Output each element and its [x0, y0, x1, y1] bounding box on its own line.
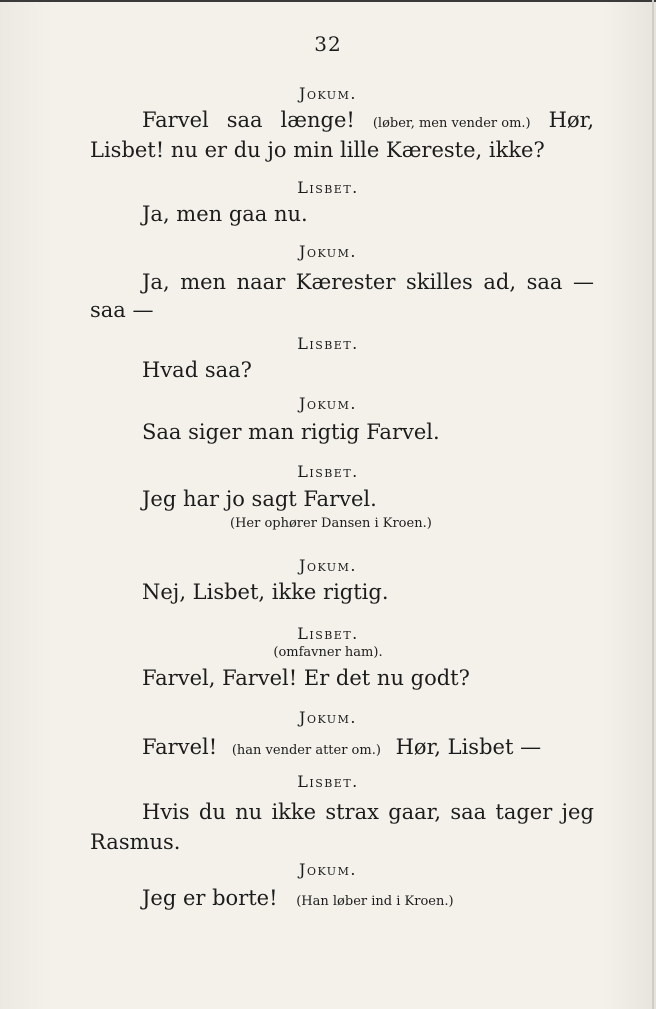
dialogue-word: tager	[495, 800, 553, 824]
dialogue-word: du	[198, 800, 226, 824]
speaker-name: Jokum.	[299, 860, 357, 879]
dialogue-word: Farvel	[142, 108, 209, 132]
dialogue-line	[142, 270, 594, 294]
stage-direction: (løber, men vender om.)	[372, 116, 531, 131]
dialogue-word: jeg	[561, 800, 594, 824]
stage-direction: (Han løber ind i Kroen.)	[296, 894, 454, 909]
dialogue-line	[142, 886, 454, 910]
dialogue-word: men	[180, 270, 227, 294]
dialogue-word: gaar,	[388, 800, 442, 824]
dialogue-word: Ja,	[142, 270, 170, 294]
page-number: 32	[314, 32, 342, 56]
dialogue-word: ad,	[483, 270, 516, 294]
dialogue-line: Farvel, Farvel! Er det nu godt?	[142, 666, 470, 690]
stage-direction: (Her ophører Dansen i Kroen.)	[230, 516, 432, 531]
dialogue-line	[142, 108, 594, 132]
dialogue-line	[142, 735, 541, 759]
dialogue-text: Hør, Lisbet —	[395, 735, 542, 759]
dialogue-word: naar	[236, 270, 286, 294]
dialogue-line: Hvad saa?	[142, 358, 252, 382]
dialogue-line: Ja, men gaa nu.	[142, 202, 308, 226]
dialogue-word: længe!	[280, 108, 355, 132]
dialogue-line: Lisbet! nu er du jo min lille Kæreste, ikke?	[90, 138, 545, 162]
speaker-name: Lisbet.	[297, 178, 359, 197]
dialogue-word: saa	[226, 108, 263, 132]
dialogue-word: Hør,	[548, 108, 594, 132]
dialogue-text: Jeg er borte!	[142, 886, 278, 910]
page-right-edge	[652, 0, 654, 1009]
dialogue-line: Nej, Lisbet, ikke rigtig.	[142, 580, 389, 604]
dialogue-line: Jeg har jo sagt Farvel.	[142, 487, 377, 511]
speaker-name: Lisbet.	[297, 334, 359, 353]
speaker-name: Lisbet.	[297, 624, 359, 643]
speaker-name: Jokum.	[299, 84, 357, 103]
dialogue-line: Rasmus.	[90, 830, 181, 854]
dialogue-word: saa	[526, 270, 563, 294]
speaker-name: Jokum.	[299, 242, 357, 261]
dialogue-text: Farvel!	[142, 735, 218, 759]
dialogue-line: saa —	[90, 298, 154, 322]
speaker-name: Lisbet.	[297, 462, 359, 481]
dialogue-word: Kærester	[295, 270, 396, 294]
dialogue-word: —	[572, 270, 594, 294]
page-top-edge	[0, 0, 656, 2]
stage-direction: (han vender atter om.)	[231, 743, 381, 758]
speaker-name: Lisbet.	[297, 772, 359, 791]
stage-direction: (omfavner ham).	[273, 645, 383, 660]
dialogue-line: Saa siger man rigtig Farvel.	[142, 420, 440, 444]
dialogue-word: saa	[450, 800, 487, 824]
dialogue-word: nu	[235, 800, 263, 824]
speaker-name: Jokum.	[299, 708, 357, 727]
dialogue-word: ikke	[271, 800, 317, 824]
dialogue-line	[142, 800, 594, 824]
speaker-name: Jokum.	[299, 394, 357, 413]
dialogue-word: Hvis	[142, 800, 190, 824]
dialogue-word: skilles	[405, 270, 473, 294]
dialogue-word: strax	[325, 800, 379, 824]
speaker-name: Jokum.	[299, 556, 357, 575]
